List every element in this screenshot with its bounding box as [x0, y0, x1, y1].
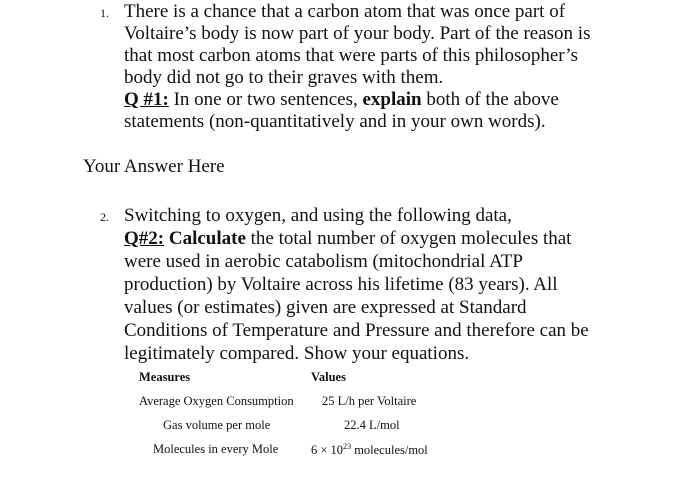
- table-row-1-measure: Average Oxygen Consumption: [139, 394, 294, 408]
- question-1-prompt-tail: both of the above: [421, 89, 559, 110]
- question-2-prompt: [124, 228, 571, 251]
- question-2-number: 2.: [100, 210, 109, 224]
- table-row-3-value-exponent: 23: [343, 442, 352, 451]
- question-2-line-7: legitimately compared. Show your equations.: [124, 343, 470, 364]
- question-1-prompt: [124, 89, 559, 112]
- table-row-3-value-base: 6 × 10: [311, 443, 344, 457]
- answer-field[interactable]: Your Answer Here: [83, 156, 225, 177]
- question-2-line-6: Conditions of Temperature and Pressure and therefore can be: [124, 320, 589, 341]
- question-2-keyword: Calculate: [168, 228, 246, 249]
- question-1-line-3: that most carbon atoms that were parts of this philosopher’s: [124, 45, 578, 66]
- question-2-line-3: were used in aerobic catabolism (mitochondrial ATP: [124, 251, 523, 272]
- question-2-line-1: Switching to oxygen, and using the following data,: [124, 205, 512, 226]
- question-1-prompt-text: In one or two sentences,: [168, 89, 363, 110]
- question-1-line-2: Voltaire’s body is now part of your body. Part of the reason is: [124, 23, 591, 44]
- table-row-3-value: [311, 442, 428, 458]
- table-row-1-value: 25 L/h per Voltaire: [322, 394, 417, 408]
- question-1-keyword: explain: [362, 89, 422, 110]
- question-1-number: 1.: [100, 6, 109, 20]
- question-1-label: Q #1:: [124, 89, 169, 110]
- table-header-measures: Measures: [139, 370, 191, 384]
- table-row-3-measure: Molecules in every Mole: [153, 442, 279, 456]
- table-row-2-measure: Gas volume per mole: [163, 418, 271, 432]
- table-row-3-value-unit: molecules/mol: [351, 443, 428, 457]
- question-2-line-5: values (or estimates) given are expressed at Standard: [124, 297, 527, 318]
- question-2-prompt-text: the total number of oxygen molecules that: [245, 228, 572, 249]
- question-1-prompt-line-2: statements (non-quantitatively and in your own words).: [124, 111, 546, 132]
- question-1-line-4: body did not go to their graves with them.: [124, 67, 444, 88]
- question-2-label: Q#2:: [124, 228, 165, 249]
- question-1-line-1: There is a chance that a carbon atom that was once part of: [124, 1, 566, 22]
- table-header-values: Values: [311, 370, 346, 384]
- question-2-line-4: production) by Voltaire across his lifetime (83 years). All: [124, 274, 558, 295]
- table-row-2-value: 22.4 L/mol: [344, 418, 400, 432]
